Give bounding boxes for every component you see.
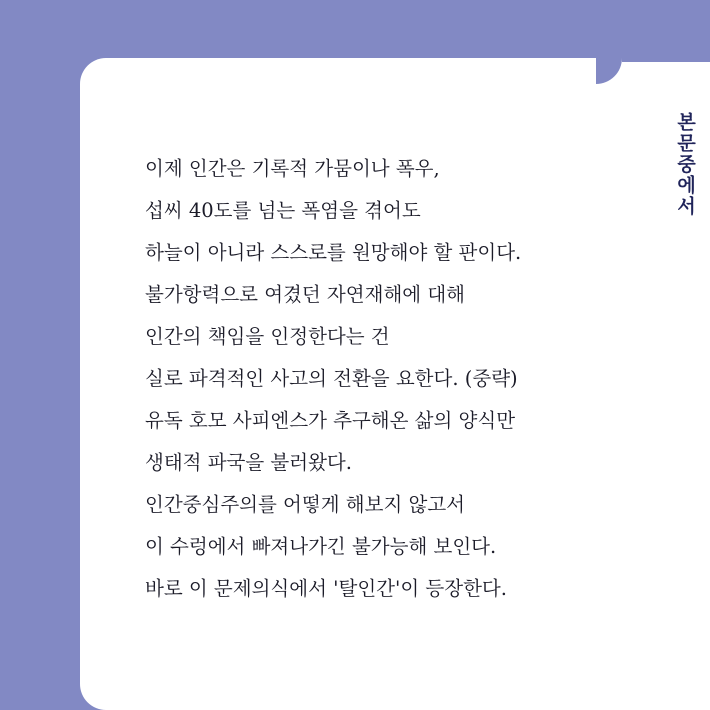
page-corner-notch xyxy=(622,0,710,62)
quote-line: 불가항력으로 여겼던 자연재해에 대해 xyxy=(145,283,465,306)
quote-line: 이 수렁에서 빠져나가긴 불가능해 보인다. xyxy=(145,535,497,558)
quote-line: 바로 이 문제의식에서 '탈인간'이 등장한다. xyxy=(145,577,507,600)
quote-line: 유독 호모 사피엔스가 추구해온 삶의 양식만 xyxy=(145,409,516,432)
quote-line: 하늘이 아니라 스스로를 원망해야 할 판이다. xyxy=(145,241,522,264)
quote-line: 인간의 책임을 인정한다는 건 xyxy=(145,325,390,348)
quote-line: 실로 파격적인 사고의 전환을 요한다. (중략) xyxy=(145,367,518,390)
quote-line: 생태적 파국을 불러왔다. xyxy=(145,451,352,474)
quote-line: 이제 인간은 기록적 가뭄이나 폭우, xyxy=(145,157,440,180)
quote-line: 섭씨 40도를 넘는 폭염을 겪어도 xyxy=(145,199,421,222)
quote-block xyxy=(145,148,605,610)
quote-line: 인간중심주의를 어떻게 해보지 않고서 xyxy=(145,493,465,516)
side-label: 본문중에서 xyxy=(674,112,696,217)
page-corner-curve xyxy=(596,58,622,84)
